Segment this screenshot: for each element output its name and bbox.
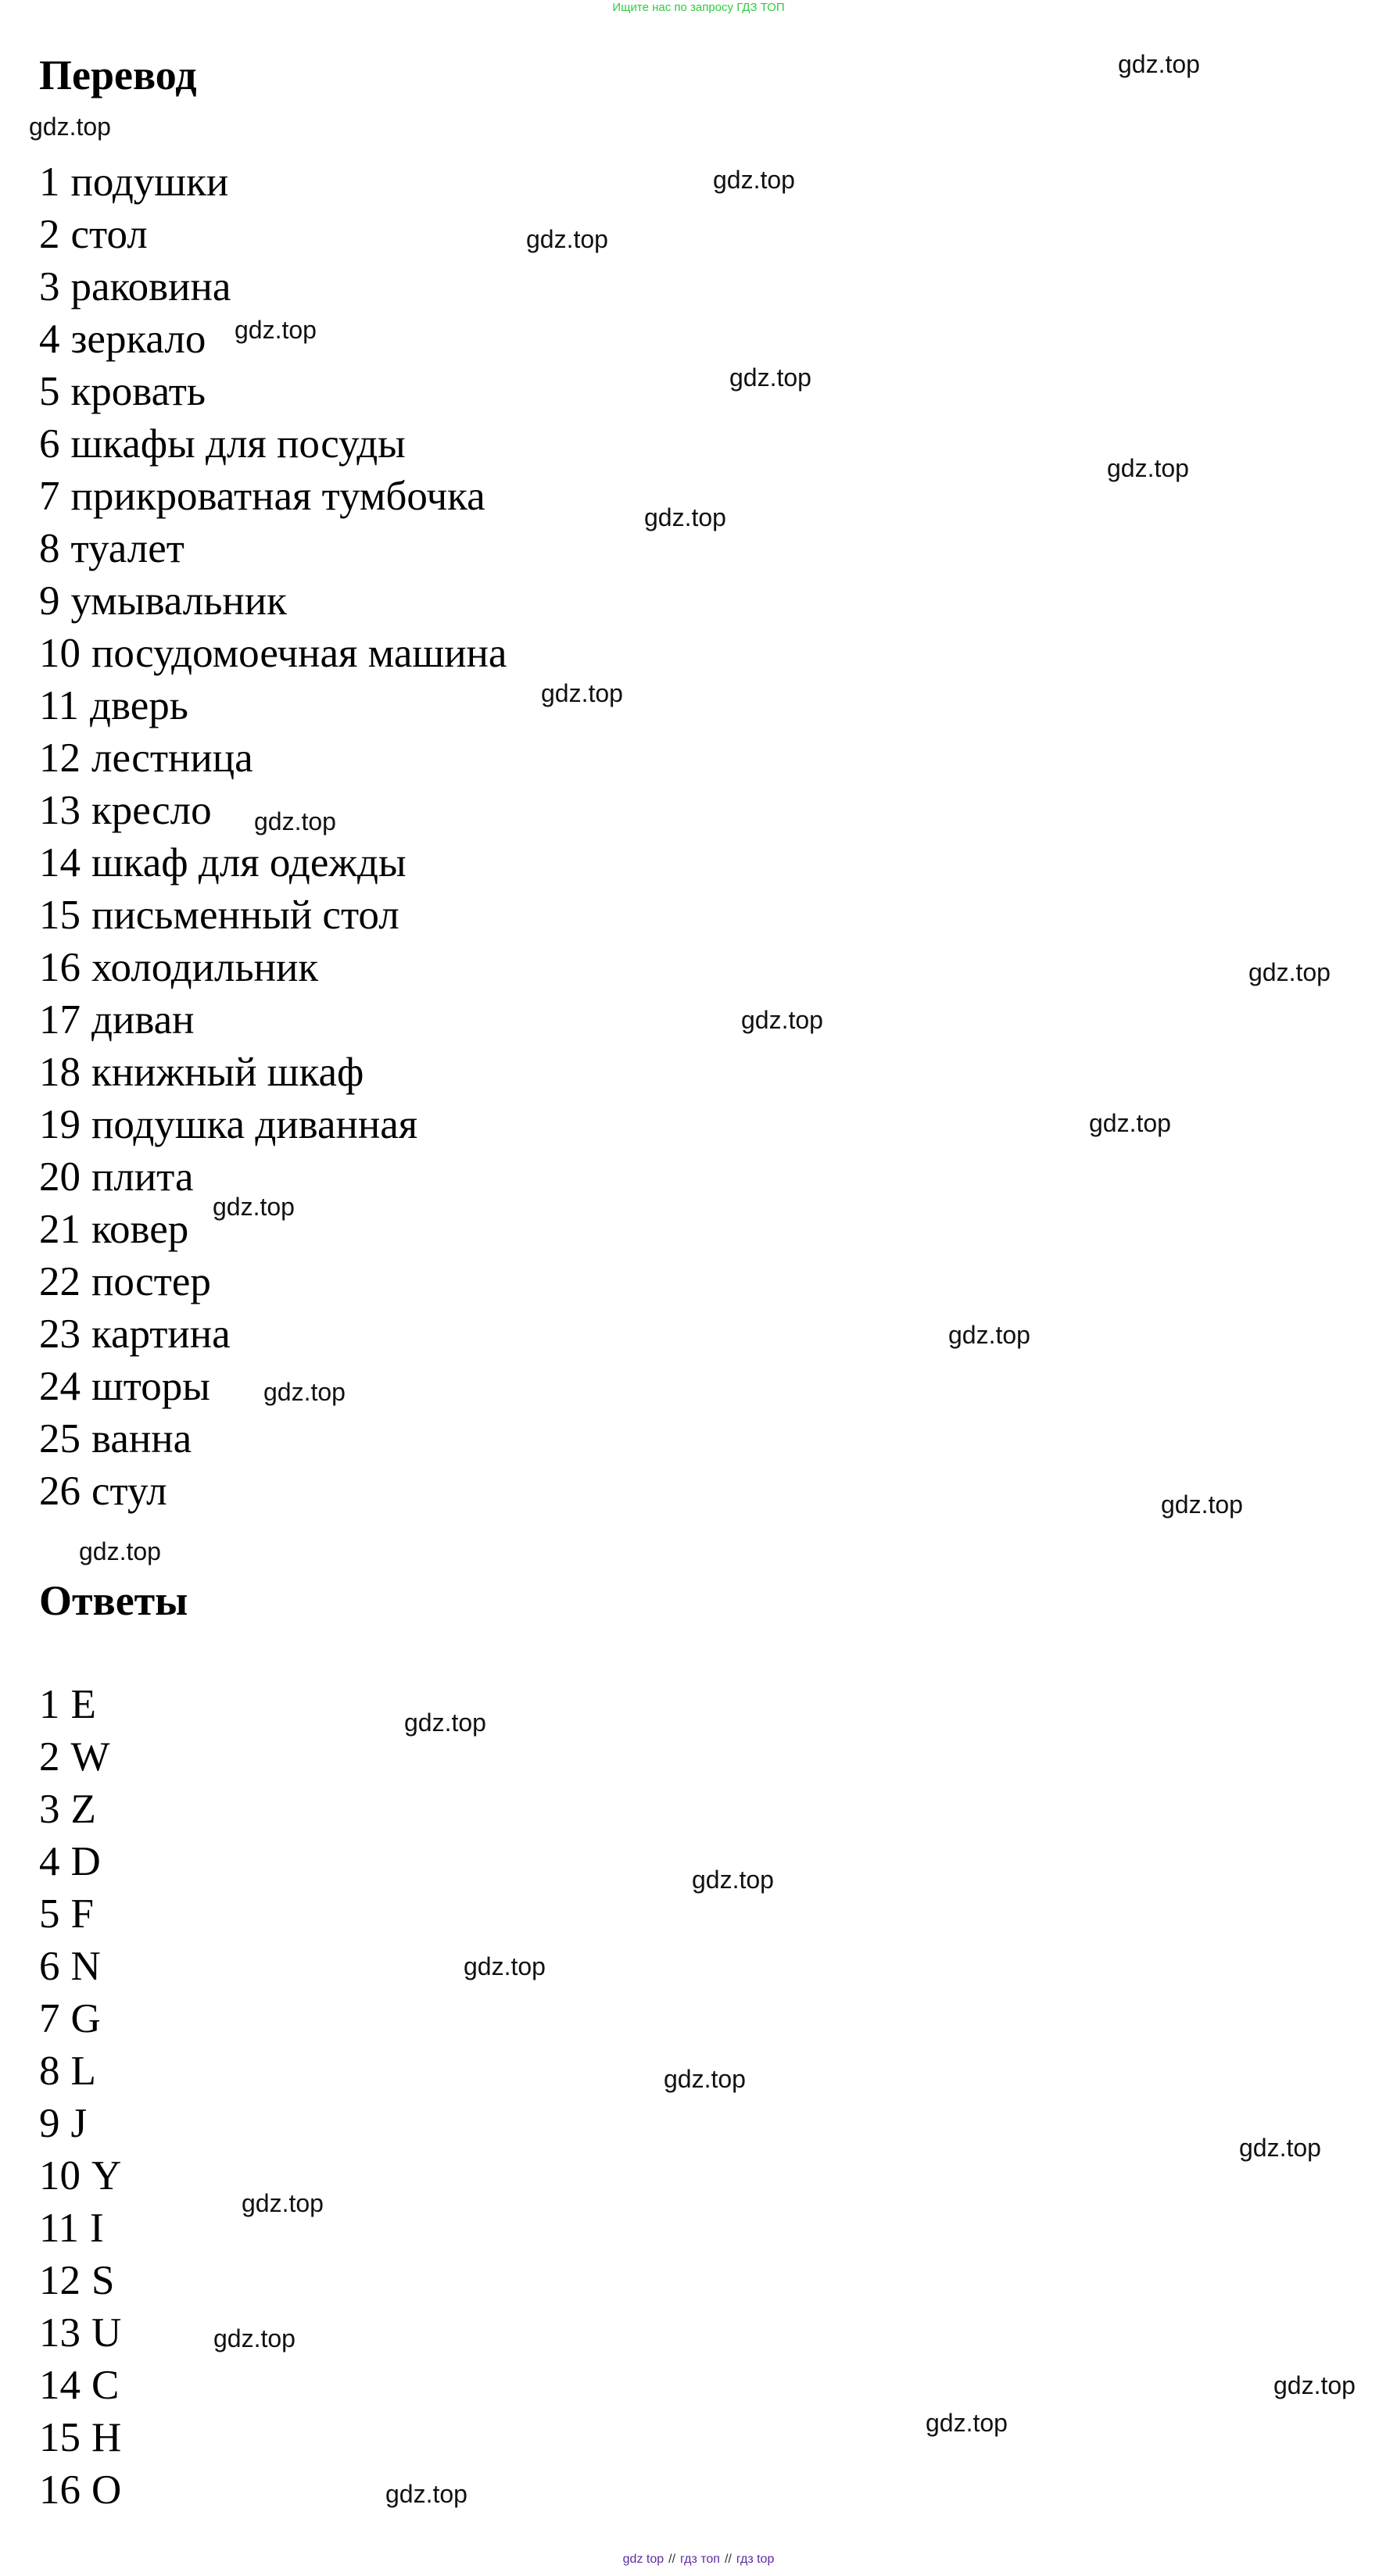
translation-item-number: 26: [39, 1469, 81, 1514]
translation-item-text: дверь: [90, 683, 188, 728]
translation-item-number: 18: [39, 1050, 81, 1095]
watermark: gdz.top: [1248, 958, 1331, 986]
answers-item-number: 13: [39, 2310, 81, 2356]
footer-link[interactable]: гдз топ: [680, 2553, 720, 2566]
translation-item: [39, 1465, 507, 1518]
watermark: gdz.top: [1118, 50, 1200, 78]
answers-item-number: 15: [39, 2415, 81, 2460]
translation-item-text: раковина: [70, 264, 231, 309]
translation-item-number: 10: [39, 631, 81, 676]
translation-item-text: шторы: [91, 1364, 210, 1409]
answers-item: [39, 1941, 121, 1993]
translation-item-text: лестница: [91, 735, 253, 781]
translation-item-text: шкаф для одежды: [91, 840, 407, 886]
footer-link[interactable]: гдз top: [736, 2553, 775, 2566]
answers-item: [39, 2307, 121, 2360]
translation-item: [39, 994, 507, 1046]
translation-item: [39, 1046, 507, 1099]
answers-item-number: 5: [39, 1891, 60, 1937]
translation-item: [39, 1413, 507, 1465]
watermark: gdz.top: [948, 1321, 1030, 1349]
watermark: gdz.top: [235, 316, 317, 344]
watermark: gdz.top: [644, 503, 726, 531]
translation-item-text: туалет: [70, 526, 184, 571]
translation-item-number: 24: [39, 1364, 81, 1409]
translation-item-number: 22: [39, 1259, 81, 1304]
answers-item-number: 12: [39, 2258, 81, 2303]
answers-item-text: I: [90, 2206, 104, 2251]
answers-item: [39, 1993, 121, 2045]
answers-item-text: U: [91, 2310, 122, 2356]
translation-list: [39, 156, 507, 1518]
translation-item-number: 4: [39, 317, 60, 362]
translation-item-number: 16: [39, 945, 81, 990]
translation-item-number: 20: [39, 1154, 81, 1200]
answers-item-number: 7: [39, 1996, 60, 2041]
watermark: gdz.top: [29, 113, 111, 141]
translation-item-text: постер: [91, 1259, 211, 1304]
watermark: gdz.top: [385, 2480, 467, 2508]
answers-item-text: N: [70, 1944, 101, 1989]
footer-link[interactable]: gdz top: [622, 2553, 664, 2566]
translation-item: [39, 889, 507, 942]
translation-item-number: 8: [39, 526, 60, 571]
translation-item: [39, 366, 507, 418]
translation-item-number: 25: [39, 1416, 81, 1462]
watermark: gdz.top: [1239, 2134, 1321, 2162]
watermark: gdz.top: [213, 1193, 295, 1221]
translation-item-text: ванна: [91, 1416, 192, 1462]
translation-item-text: подушки: [70, 159, 229, 205]
watermark: gdz.top: [692, 1866, 774, 1894]
translation-item-text: умывальник: [70, 578, 287, 624]
watermark: gdz.top: [1273, 2371, 1356, 2399]
answers-item-number: 9: [39, 2101, 60, 2146]
answers-item-number: 10: [39, 2153, 81, 2199]
translation-item-text: диван: [91, 997, 195, 1043]
translation-item-number: 3: [39, 264, 60, 309]
answers-item-text: Y: [91, 2153, 122, 2199]
translation-item: [39, 523, 507, 575]
answers-item: [39, 1836, 121, 1888]
translation-item-text: подушка диванная: [91, 1102, 418, 1147]
translation-item-number: 11: [39, 683, 80, 728]
translation-item-number: 17: [39, 997, 81, 1043]
watermark: gdz.top: [263, 1378, 346, 1406]
answers-item-text: D: [70, 1839, 101, 1884]
answers-list: [39, 1679, 121, 2517]
translation-item: [39, 942, 507, 994]
answers-item-text: E: [70, 1682, 96, 1727]
answers-item-number: 14: [39, 2363, 81, 2408]
translation-item: [39, 470, 507, 523]
answers-item-text: Z: [70, 1787, 96, 1832]
watermark: gdz.top: [926, 2409, 1008, 2437]
translation-item-text: прикроватная тумбочка: [70, 474, 485, 519]
answers-item-number: 6: [39, 1944, 60, 1989]
answers-item-number: 11: [39, 2206, 80, 2251]
watermark: gdz.top: [464, 1952, 546, 1980]
answers-item-number: 2: [39, 1734, 60, 1780]
translation-item: [39, 156, 507, 209]
translation-item-text: плита: [91, 1154, 194, 1200]
answers-item: [39, 1679, 121, 1731]
answers-item: [39, 1888, 121, 1941]
answers-item-text: O: [91, 2467, 122, 2513]
translation-item-text: посудомоечная машина: [91, 631, 507, 676]
watermark: gdz.top: [1089, 1109, 1171, 1137]
answers-item: [39, 2464, 121, 2517]
translation-item: [39, 837, 507, 889]
answers-item: [39, 1784, 121, 1836]
answers-item: [39, 1731, 121, 1784]
answers-item-text: J: [70, 2101, 88, 2146]
translation-item-number: 12: [39, 735, 81, 781]
watermark: gdz.top: [541, 679, 623, 707]
answers-item: [39, 2045, 121, 2098]
translation-item-text: стул: [91, 1469, 167, 1514]
answers-title: Ответы: [39, 1577, 188, 1624]
answers-item-number: 16: [39, 2467, 81, 2513]
translation-item-text: зеркало: [70, 317, 206, 362]
translation-item-number: 15: [39, 893, 81, 938]
translation-item: [39, 1256, 507, 1308]
translation-item: [39, 575, 507, 628]
answers-item-number: 1: [39, 1682, 60, 1727]
footer-links: [0, 2553, 1397, 2567]
translation-item: [39, 418, 507, 470]
answers-item: [39, 2150, 121, 2202]
translation-item-text: холодильник: [91, 945, 319, 990]
translation-item-text: картина: [91, 1311, 231, 1357]
translation-item: [39, 628, 507, 680]
translation-item: [39, 209, 507, 261]
watermark: gdz.top: [1107, 454, 1189, 482]
answers-item-text: W: [70, 1734, 110, 1780]
translation-item: [39, 732, 507, 785]
answers-item-text: F: [70, 1891, 94, 1937]
translation-item: [39, 1099, 507, 1151]
translation-item: [39, 261, 507, 313]
translation-item-number: 1: [39, 159, 60, 205]
answers-item-text: C: [91, 2363, 120, 2408]
footer-separator: //: [668, 2553, 676, 2566]
translation-item-text: письменный стол: [91, 893, 399, 938]
translation-item-number: 9: [39, 578, 60, 624]
answers-item: [39, 2202, 121, 2255]
watermark: gdz.top: [404, 1708, 486, 1737]
answers-item: [39, 2098, 121, 2150]
watermark: gdz.top: [741, 1006, 823, 1034]
watermark: gdz.top: [1161, 1490, 1243, 1519]
translation-item-number: 23: [39, 1311, 81, 1357]
translation-item-text: ковер: [91, 1207, 189, 1252]
translation-item-number: 5: [39, 369, 60, 414]
translation-item: [39, 1308, 507, 1361]
watermark: gdz.top: [213, 2324, 296, 2352]
translation-item-text: шкафы для посуды: [70, 421, 406, 467]
watermark: gdz.top: [242, 2189, 324, 2217]
watermark: gdz.top: [729, 363, 811, 392]
translation-title: Перевод: [39, 52, 197, 98]
translation-item-text: стол: [70, 212, 148, 257]
translation-item-number: 2: [39, 212, 60, 257]
translation-item-number: 13: [39, 788, 81, 833]
watermark: gdz.top: [664, 2065, 746, 2093]
footer-separator: //: [724, 2553, 732, 2566]
translation-item-number: 14: [39, 840, 81, 886]
answers-item-text: L: [70, 2048, 96, 2094]
translation-item-number: 7: [39, 474, 60, 519]
watermark: gdz.top: [713, 166, 795, 194]
translation-item: [39, 680, 507, 732]
top-banner[interactable]: Ищите нас по запросу ГДЗ ТОП: [612, 1, 785, 14]
translation-item-number: 6: [39, 421, 60, 467]
answers-item: [39, 2412, 121, 2464]
answers-item-text: S: [91, 2258, 115, 2303]
answers-item-text: G: [70, 1996, 101, 2041]
answers-item-number: 8: [39, 2048, 60, 2094]
translation-item-number: 19: [39, 1102, 81, 1147]
answers-item: [39, 2255, 121, 2307]
translation-item-text: книжный шкаф: [91, 1050, 364, 1095]
watermark: gdz.top: [79, 1537, 161, 1565]
watermark: gdz.top: [526, 225, 608, 253]
answers-item-text: H: [91, 2415, 122, 2460]
answers-item-number: 4: [39, 1839, 60, 1884]
answers-item: [39, 2360, 121, 2412]
watermark: gdz.top: [254, 807, 336, 835]
translation-item-text: кровать: [70, 369, 206, 414]
answers-item-number: 3: [39, 1787, 60, 1832]
translation-item-number: 21: [39, 1207, 81, 1252]
translation-item-text: кресло: [91, 788, 212, 833]
